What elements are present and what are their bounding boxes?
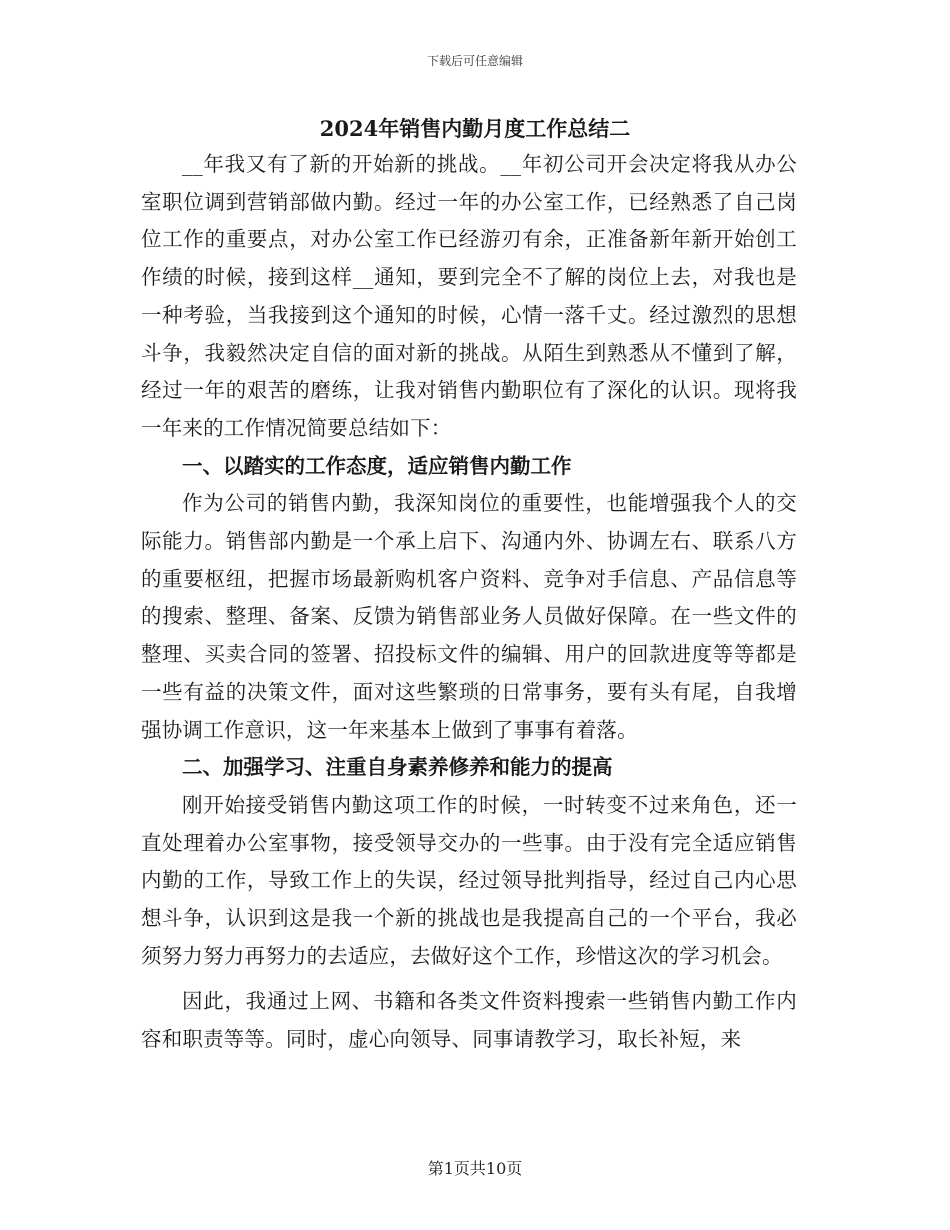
page-header: 下载后可任意编辑	[426, 54, 523, 68]
paragraph-section-1: 作为公司的销售内勤，我深知岗位的重要性，也能增强我个人的交际能力。销售部内勤是一个承上启下、沟通内外、协调左右、联系八方的重要枢纽，把握市场最新购机客户资料、竞争对手信息、产品信息等的搜索、整理、备案、反馈为销售部业务人员做好保障。在一些文件的整理、买卖合同的签署、招投标文件的编辑、用户的回款进度等等都是一些有益的决策文件，面对这些繁琐的日常事务，要有头有尾，自我增强协调工作意识，这一年来基本上做到了事事有着落。	[141, 491, 797, 742]
document-title: 2024年销售内勤月度工作总结二	[319, 116, 631, 141]
paragraph-section-2: 刚开始接受销售内勤这项工作的时候，一时转变不过来角色，还一直处理着办公室事物，接受领导交办的一些事。由于没有完全适应销售内勤的工作，导致工作上的失误，经过领导批判指导，经过自己内心思想斗争，认识到这是我一个新的挑战也是我提高自己的一个平台，我必须努力努力再努力的去适应，去做好这个工作，珍惜这次的学习机会。	[141, 792, 797, 968]
paragraph-intro: __年我又有了新的开始新的挑战。__年初公司开会决定将我从办公室职位调到营销部做内勤。经过一年的办公室工作，已经熟悉了自己岗位工作的重要点，对办公室工作已经游刃有余，正准备新年新开始创工作绩的时候，接到这样__通知，要到完全不了解的岗位上去，对我也是一种考验，当我接到这个通知的时候，心情一落千丈。经过激烈的思想斗争，我毅然决定自信的面对新的挑战。从陌生到熟悉从不懂到了解，经过一年的艰苦的磨练，让我对销售内勤职位有了深化的认识。现将我一年来的工作情况简要总结如下：	[141, 152, 797, 440]
document-body	[141, 146, 797, 1059]
section-heading-2: 二、加强学习、注重自身素养修养和能力的提高	[182, 755, 613, 780]
paragraph-section-2-continued: 因此，我通过上网、书籍和各类文件资料搜索一些销售内勤工作内容和职责等等。同时，虚心向领导、同事请教学习，取长补短，来	[141, 989, 797, 1052]
section-heading-1: 一、以踏实的工作态度，适应销售内勤工作	[182, 453, 572, 478]
page-number: 第1页共10页	[427, 1159, 523, 1178]
